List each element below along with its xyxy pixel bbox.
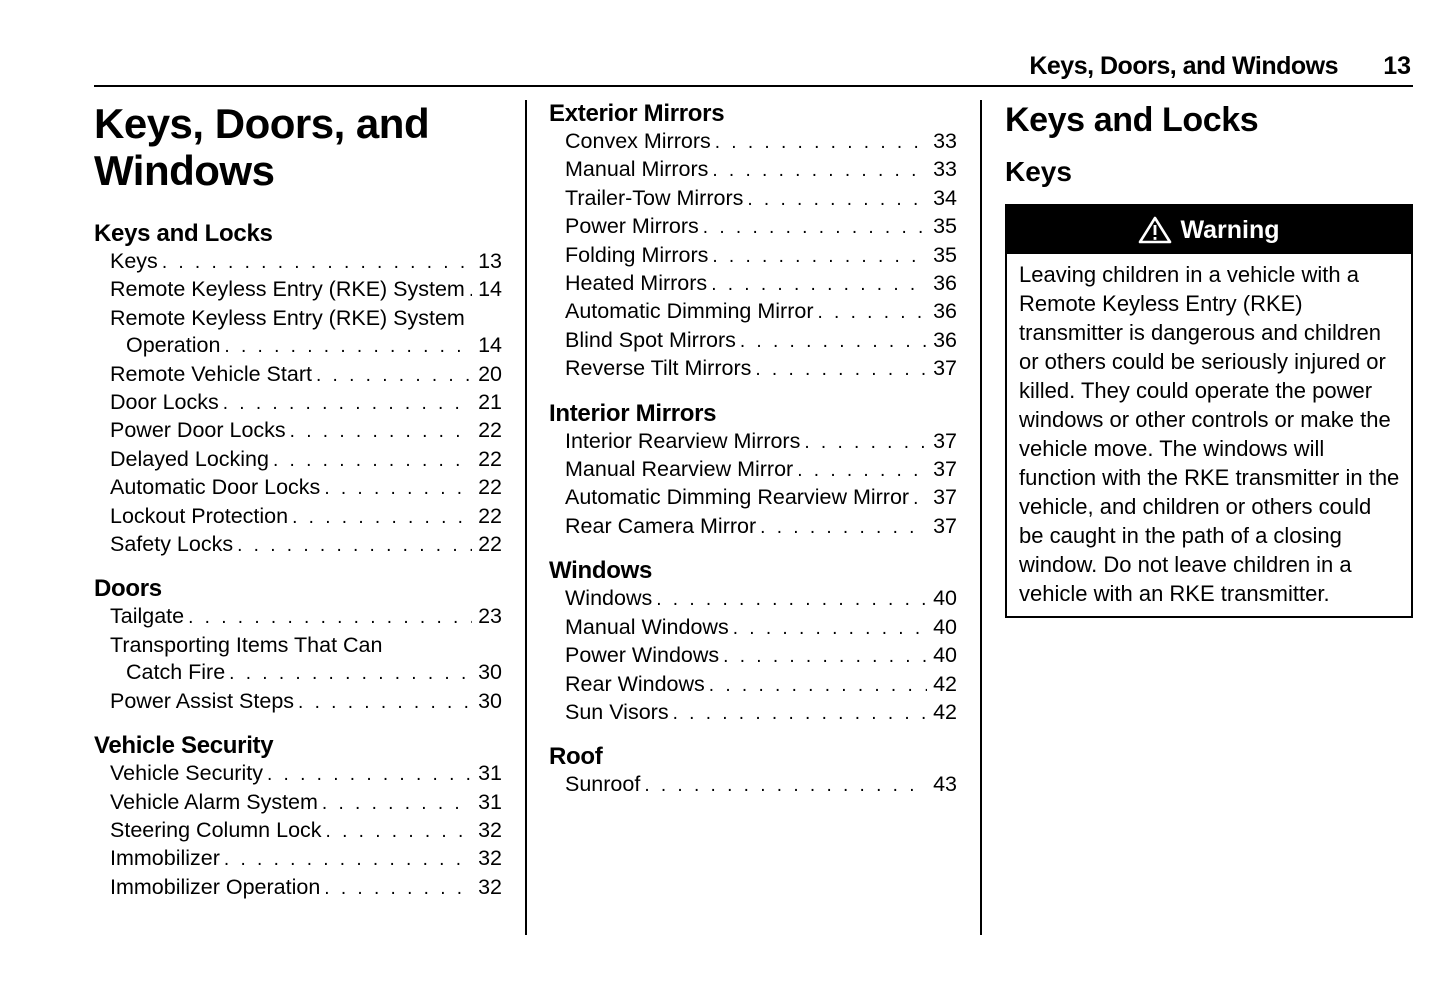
toc-entry-rear-windows[interactable]	[565, 671, 957, 699]
toc-entry-label: Power Door Locks	[110, 418, 286, 443]
toc-entry-page: 22	[478, 418, 502, 443]
toc-entry-page: 31	[478, 761, 502, 786]
page-number: 13	[1383, 52, 1411, 80]
dot-leader	[324, 475, 472, 502]
toc-entry-page: 37	[933, 356, 957, 381]
toc-entry-vehicle-alarm-system[interactable]	[110, 789, 502, 817]
toc-entry-label: Sunroof	[565, 772, 641, 797]
toc-entry-lockout-protection[interactable]	[110, 503, 502, 531]
dot-leader	[723, 643, 927, 670]
toc-entry-page: 42	[933, 699, 957, 724]
toc-entry-page: 42	[933, 671, 957, 696]
toc-entry-page: 36	[933, 271, 957, 296]
dot-leader	[711, 271, 927, 298]
dot-leader	[913, 485, 927, 512]
toc-entry-label: Immobilizer	[110, 846, 220, 871]
toc-entry-tailgate[interactable]	[110, 603, 502, 631]
toc-entry-page: 32	[478, 846, 502, 871]
running-header-title: Keys, Doors, and Windows	[1029, 52, 1338, 80]
dot-leader	[292, 504, 472, 531]
toc-entry-label: Vehicle Alarm System	[110, 789, 318, 814]
dot-leader	[298, 689, 472, 716]
toc-list-keys-and-locks	[94, 248, 502, 559]
toc-entry-label: Automatic Dimming Mirror	[565, 299, 814, 324]
toc-heading-exterior-mirrors: Exterior Mirrors	[549, 100, 725, 127]
dot-leader	[712, 243, 927, 270]
chapter-title-line2: Windows	[94, 147, 275, 194]
toc-entry-label-cont: Operation	[126, 333, 221, 358]
toc-entry-remote-vehicle-start[interactable]	[110, 361, 502, 389]
toc-heading-interior-mirrors: Interior Mirrors	[549, 399, 717, 427]
toc-entry-manual-mirrors[interactable]	[565, 156, 957, 184]
warning-triangle-icon	[1138, 216, 1172, 244]
chapter-title-line1: Keys, Doors, and	[94, 100, 430, 147]
dot-leader	[324, 875, 472, 902]
content-column	[1005, 100, 1413, 618]
dot-leader	[673, 700, 928, 727]
dot-leader	[162, 249, 472, 276]
dot-leader	[224, 333, 472, 360]
toc-entry-page: 22	[478, 446, 502, 471]
toc-entry-rke-operation[interactable]	[110, 305, 502, 361]
dot-leader	[715, 129, 927, 156]
toc-entry-label: Trailer-Tow Mirrors	[565, 185, 744, 210]
toc-entry-label: Tailgate	[110, 604, 185, 629]
toc-entry-label: Reverse Tilt Mirrors	[565, 356, 752, 381]
toc-entry-sun-visors[interactable]	[565, 699, 957, 727]
toc-entry-label: Rear Camera Mirror	[565, 513, 757, 538]
toc-entry-page: 33	[933, 129, 957, 153]
toc-entry-page: 20	[478, 361, 502, 386]
toc-entry-page: 37	[933, 457, 957, 482]
toc-entry-label: Delayed Locking	[110, 446, 269, 471]
dot-leader	[712, 157, 927, 184]
dot-leader	[755, 356, 927, 383]
toc-entry-page: 34	[933, 185, 957, 210]
dot-leader	[316, 362, 472, 389]
toc-entry-label: Manual Mirrors	[565, 157, 709, 182]
toc-entry-reverse-tilt-mirrors[interactable]	[565, 355, 957, 383]
toc-entry-page: 22	[478, 475, 502, 500]
toc-entry-page: 37	[933, 485, 957, 510]
toc-entry-power-mirrors[interactable]	[565, 213, 957, 241]
warning-header	[1007, 206, 1411, 254]
toc-entry-safety-locks[interactable]	[110, 531, 502, 559]
toc-entry-power-assist-steps[interactable]	[110, 688, 502, 716]
toc-list-roof	[549, 771, 957, 799]
toc-entry-label: Manual Windows	[565, 614, 729, 639]
toc-entry-page: 14	[478, 277, 502, 302]
section-title: Keys and Locks	[1005, 101, 1259, 139]
toc-list-interior-mirrors	[549, 428, 957, 542]
toc-entry-label: Safety Locks	[110, 532, 234, 557]
toc-entry-page: 37	[933, 513, 957, 538]
toc-entry-steering-column-lock[interactable]	[110, 817, 502, 845]
dot-leader	[760, 514, 927, 541]
toc-entry-automatic-dimming-mirror[interactable]	[565, 298, 957, 326]
toc-entry-label: Convex Mirrors	[565, 129, 711, 153]
toc-entry-manual-windows[interactable]	[565, 614, 957, 642]
toc-entry-page: 35	[933, 242, 957, 267]
toc-entry-page: 14	[478, 333, 502, 358]
toc-entry-page: 36	[933, 327, 957, 352]
toc-entry-label: Interior Rearview Mirrors	[565, 428, 801, 453]
toc-entry-label: Steering Column Lock	[110, 817, 322, 842]
toc-entry-label: Keys	[110, 249, 158, 273]
toc-heading-doors: Doors	[94, 575, 162, 603]
dot-leader	[224, 846, 472, 873]
toc-entry-page: 37	[933, 428, 957, 453]
toc-entry-transporting-items[interactable]	[110, 632, 502, 688]
toc-list-exterior-mirrors	[549, 128, 957, 384]
toc-list-vehicle-security	[94, 760, 502, 902]
subsection-title: Keys	[1005, 156, 1072, 187]
toc-entry-label: Lockout Protection	[110, 503, 289, 528]
toc-list-windows	[549, 585, 957, 727]
toc-entry-label: Windows	[565, 586, 653, 611]
toc-entry-automatic-dimming-rearview-mirror[interactable]	[565, 484, 957, 512]
toc-entry-page: 40	[933, 643, 957, 668]
toc-entry-page: 33	[933, 157, 957, 182]
dot-leader	[322, 790, 472, 817]
toc-entry-page: 22	[478, 503, 502, 528]
dot-leader	[703, 214, 927, 241]
toc-entry-label: Rear Windows	[565, 671, 705, 696]
dot-leader	[656, 586, 927, 613]
toc-entry-interior-rearview-mirrors[interactable]	[565, 428, 957, 456]
toc-list-doors	[94, 603, 502, 716]
dot-leader	[223, 390, 472, 417]
column-divider	[980, 100, 982, 935]
toc-entry-label: Immobilizer Operation	[110, 874, 321, 899]
dot-leader	[797, 457, 927, 484]
toc-entry-label-cont: Catch Fire	[126, 660, 226, 685]
toc-entry-label: Remote Keyless Entry (RKE) System	[110, 277, 465, 302]
toc-entry-automatic-door-locks[interactable]	[110, 474, 502, 502]
toc-entry-page: 30	[478, 688, 502, 713]
dot-leader	[747, 186, 927, 213]
toc-entry-label: Power Mirrors	[565, 214, 699, 239]
dot-leader	[229, 660, 472, 687]
dot-leader	[326, 818, 473, 845]
toc-entry-label: Door Locks	[110, 390, 219, 415]
toc-heading-keys-and-locks: Keys and Locks	[94, 220, 273, 247]
toc-heading-roof: Roof	[549, 743, 603, 771]
toc-entry-page: 13	[478, 249, 502, 273]
running-header	[94, 48, 1413, 87]
toc-entry-windows[interactable]	[565, 585, 957, 613]
dot-leader	[733, 615, 927, 642]
toc-column-2	[549, 100, 957, 816]
toc-column-1	[94, 100, 502, 918]
toc-entry-label: Heated Mirrors	[565, 271, 708, 296]
toc-entry-page: 32	[478, 874, 502, 899]
toc-entry-convex-mirrors[interactable]	[565, 128, 957, 156]
toc-entry-immobilizer[interactable]	[110, 845, 502, 873]
warning-text: Leaving children in a vehicle with a Remote Keyless Entry (RKE) transmitter is dangerous and children or others could be seriously injured or killed. They could operate the power windows or other controls or make the vehicle move. The windows will function with the RKE transmitter in the vehicle, and children or others could be caught in the path of a closing window. Do not leave children in a vehicle with an RKE transmitter.	[1019, 262, 1400, 606]
toc-heading-vehicle-security: Vehicle Security	[94, 732, 274, 760]
warning-box	[1005, 204, 1413, 618]
dot-leader	[644, 772, 927, 799]
toc-entry-page: 36	[933, 299, 957, 324]
warning-label: Warning	[1180, 215, 1280, 244]
toc-entry-page: 30	[478, 660, 502, 685]
toc-entry-page: 43	[933, 772, 957, 797]
toc-entry-sunroof[interactable]	[565, 771, 957, 799]
toc-entry-rke-system[interactable]	[110, 276, 502, 304]
toc-entry-page: 21	[478, 390, 502, 415]
toc-entry-label: Automatic Dimming Rearview Mirror	[565, 485, 910, 510]
toc-heading-windows: Windows	[549, 557, 653, 585]
dot-leader	[740, 328, 927, 355]
toc-entry-label: Automatic Door Locks	[110, 475, 321, 500]
dot-leader	[804, 429, 927, 456]
toc-entry-label: Blind Spot Mirrors	[565, 327, 736, 352]
toc-entry-label: Vehicle Security	[110, 761, 263, 786]
dot-leader	[267, 761, 472, 788]
toc-entry-blind-spot-mirrors[interactable]	[565, 327, 957, 355]
toc-entry-keys[interactable]	[110, 248, 502, 276]
toc-entry-page: 40	[933, 614, 957, 639]
dot-leader	[290, 418, 472, 445]
toc-entry-power-door-locks[interactable]	[110, 417, 502, 445]
toc-entry-page: 40	[933, 586, 957, 611]
toc-entry-vehicle-security[interactable]	[110, 760, 502, 788]
toc-entry-label: Folding Mirrors	[565, 242, 709, 267]
toc-entry-heated-mirrors[interactable]	[565, 270, 957, 298]
toc-entry-page: 32	[478, 817, 502, 842]
column-divider	[525, 100, 527, 935]
toc-entry-label: Power Windows	[565, 643, 720, 668]
toc-entry-label: Power Assist Steps	[110, 688, 295, 713]
toc-entry-label: Remote Vehicle Start	[110, 361, 312, 386]
toc-entry-label: Manual Rearview Mirror	[565, 457, 794, 482]
dot-leader	[237, 532, 472, 559]
toc-entry-rear-camera-mirror[interactable]	[565, 513, 957, 541]
toc-entry-door-locks[interactable]	[110, 389, 502, 417]
toc-entry-page: 35	[933, 214, 957, 239]
dot-leader	[188, 604, 472, 631]
toc-entry-manual-rearview-mirror[interactable]	[565, 456, 957, 484]
toc-entry-immobilizer-operation[interactable]	[110, 874, 502, 902]
dot-leader	[709, 672, 927, 699]
toc-entry-folding-mirrors[interactable]	[565, 242, 957, 270]
toc-entry-delayed-locking[interactable]	[110, 446, 502, 474]
dot-leader	[817, 299, 927, 326]
toc-entry-label: Sun Visors	[565, 699, 669, 724]
chapter-title	[94, 100, 502, 194]
toc-entry-page: 23	[478, 604, 502, 629]
toc-entry-trailer-tow-mirrors[interactable]	[565, 185, 957, 213]
toc-entry-power-windows[interactable]	[565, 642, 957, 670]
toc-entry-page: 31	[478, 789, 502, 814]
dot-leader	[273, 447, 472, 474]
toc-entry-label: Remote Keyless Entry (RKE) System	[110, 305, 465, 330]
toc-entry-label: Transporting Items That Can	[110, 632, 383, 657]
toc-entry-page: 22	[478, 532, 502, 557]
